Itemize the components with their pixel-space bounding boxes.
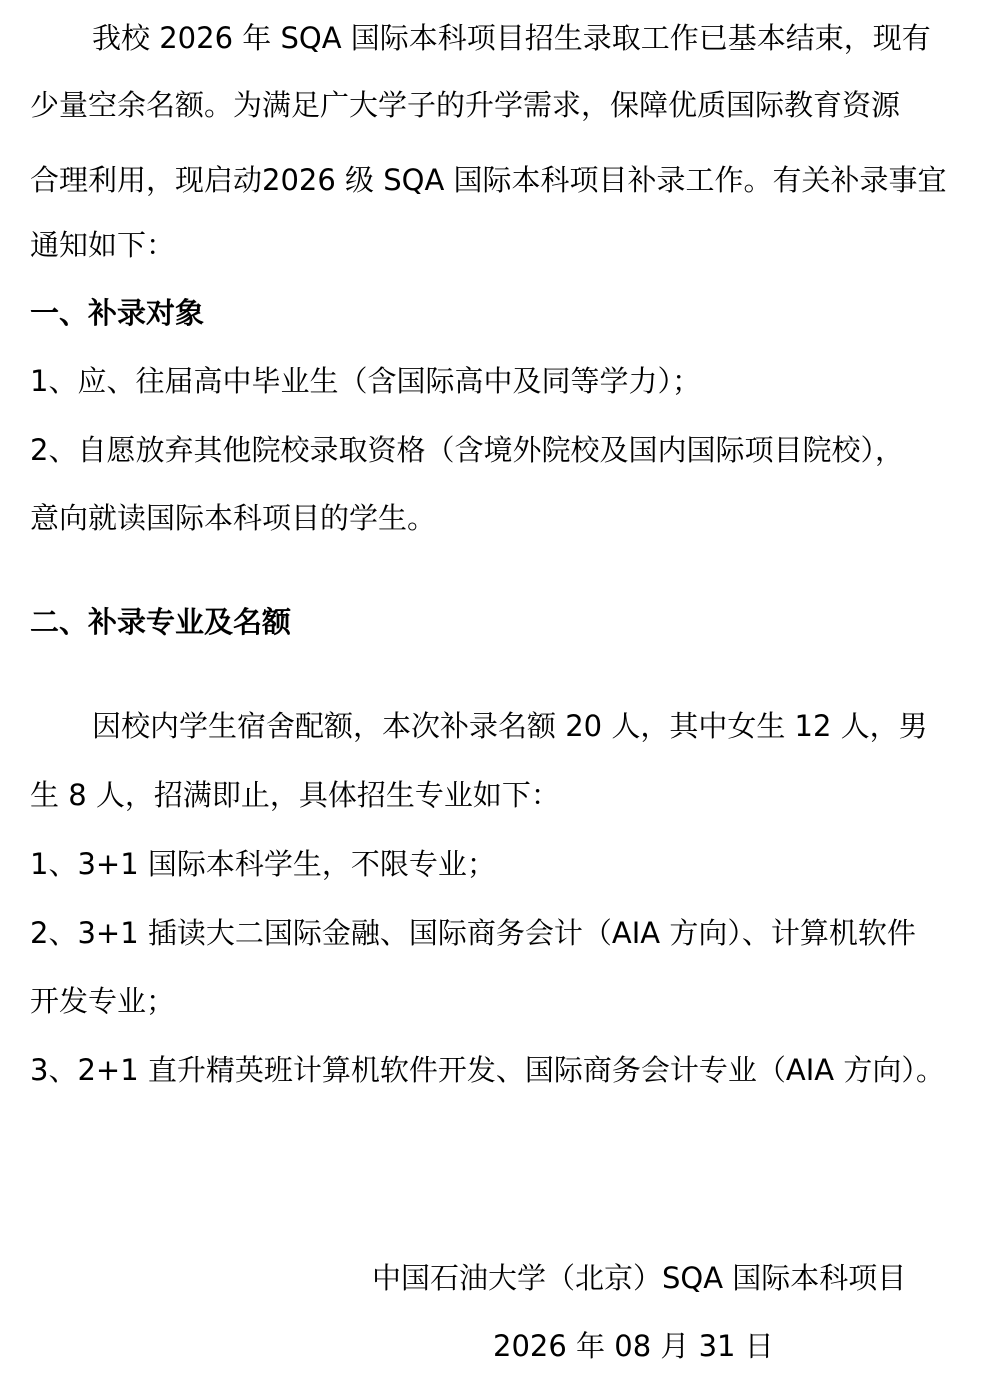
section-1-heading: 一、补录对象: [30, 296, 205, 330]
intro-line-2: 少量空余名额。为满足广大学子的升学需求，保障优质国际教育资源: [30, 88, 901, 122]
section-2-paragraph-line-1: 因校内学生宿舍配额，本次补录名额 20 人，其中女生 12 人，男: [92, 709, 928, 743]
section-2-item-3: 3、2+1 直升精英班计算机软件开发、国际商务会计专业（AIA 方向）。: [30, 1053, 945, 1087]
section-2-paragraph-line-2: 生 8 人，招满即止，具体招生专业如下：: [30, 778, 560, 812]
section-2-heading: 二、补录专业及名额: [30, 605, 292, 639]
section-2-item-1: 1、3+1 国际本科学生，不限专业；: [30, 847, 496, 881]
section-2-item-2-line-1: 2、3+1 插读大二国际金融、国际商务会计（AIA 方向）、计算机软件: [30, 916, 916, 950]
section-1-item-2-line-2: 意向就读国际本科项目的学生。: [30, 501, 437, 535]
section-1-item-1: 1、应、往届高中毕业生（含国际高中及同等学力）；: [30, 364, 701, 398]
signature-organization: 中国石油大学（北京）SQA 国际本科项目: [372, 1261, 907, 1295]
signature-date: 2026 年 08 月 31 日: [493, 1329, 774, 1363]
section-2-item-2-line-2: 开发专业；: [30, 984, 176, 1018]
section-1-item-2-line-1: 2、自愿放弃其他院校录取资格（含境外院校及国内国际项目院校），: [30, 433, 904, 467]
intro-line-1: 我校 2026 年 SQA 国际本科项目招生录取工作已基本结束，现有: [92, 21, 931, 55]
intro-line-4: 通知如下：: [30, 228, 176, 262]
intro-line-3: 合理利用，现启动2026 级 SQA 国际本科项目补录工作。有关补录事宜: [30, 163, 947, 197]
